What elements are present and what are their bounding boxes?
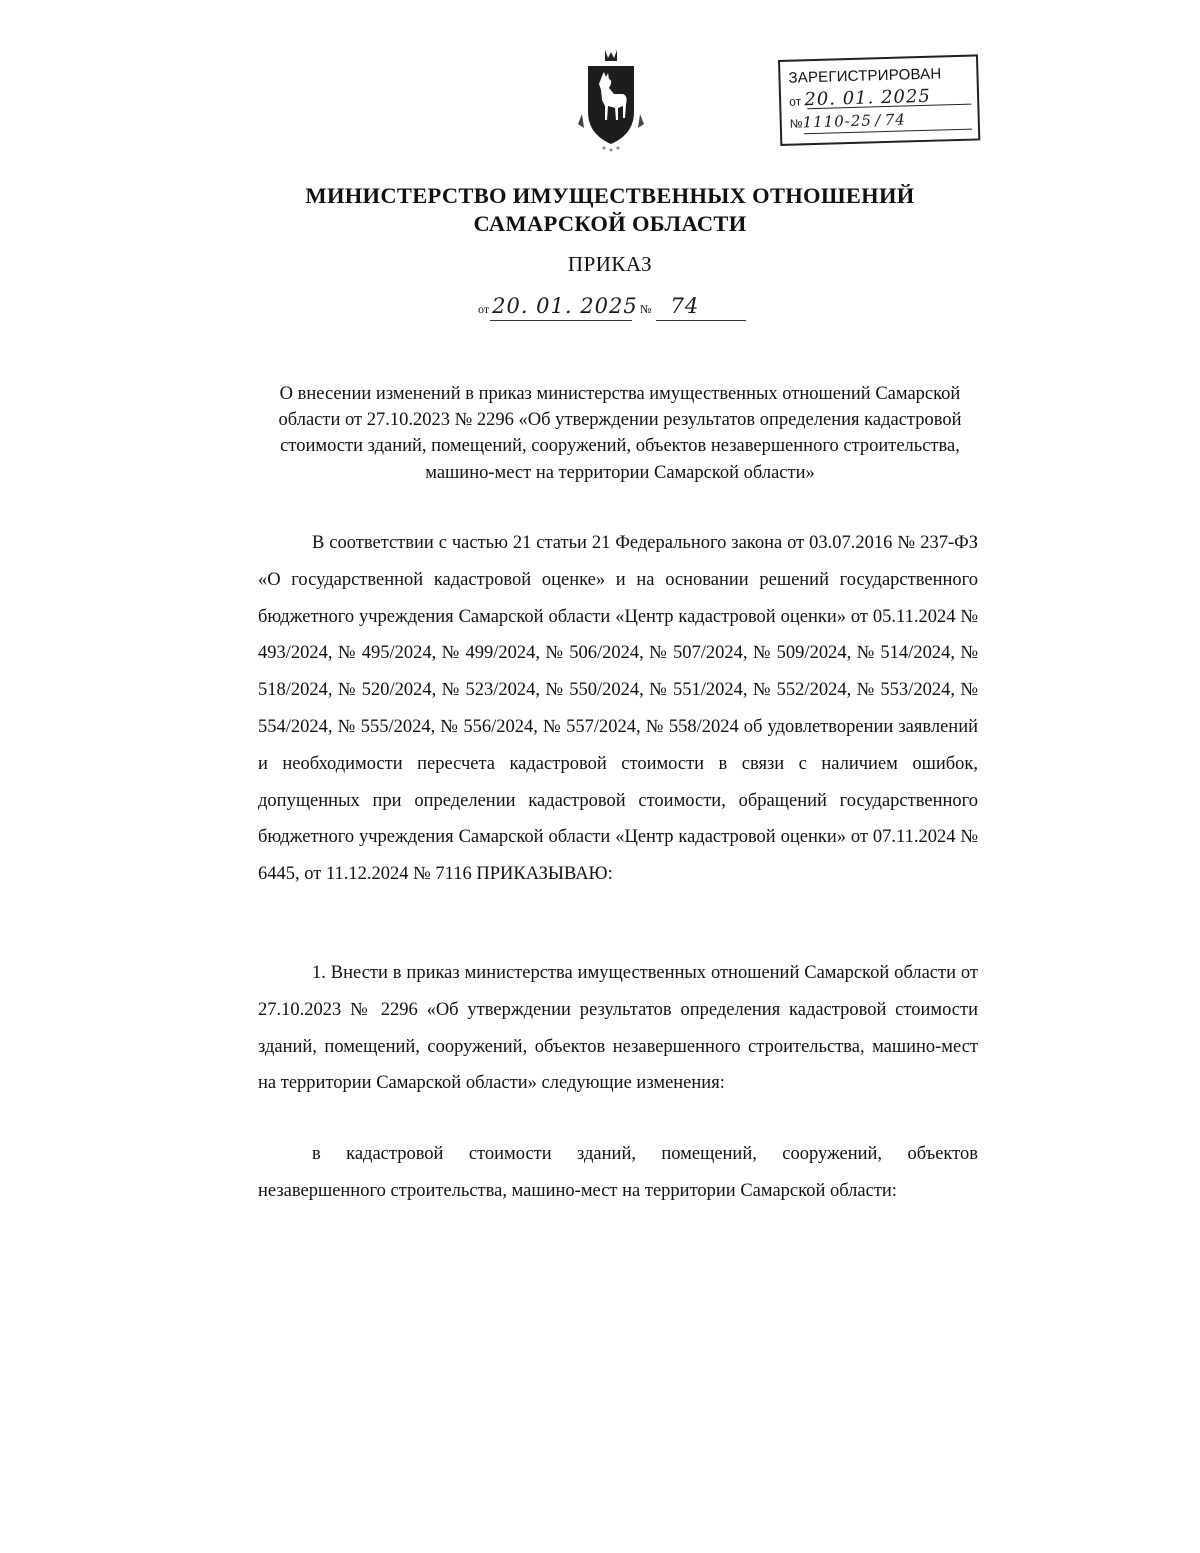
order-subject: О внесении изменений в приказ министерства имущественных отношений Самарской области от 27.10.2023 № 2296 «Об утверждении результатов определения кадастровой стоимости зданий, помещений, сооружений, объектов незавершенного строительства, машино-мест на территории Самарской области» bbox=[278, 384, 962, 483]
order-number-prefix: № bbox=[640, 302, 652, 316]
ministry-heading bbox=[230, 182, 990, 238]
stamp-title: ЗАРЕГИСТРИРОВАН bbox=[788, 65, 942, 87]
order-title: ПРИКАЗ bbox=[567, 252, 653, 276]
stamp-date-handwritten: 20. 01. 2025 bbox=[804, 85, 932, 111]
order-number-underline bbox=[656, 320, 746, 321]
stamp-number-row: №1110-25 / 74 bbox=[789, 110, 907, 132]
order-date-underline bbox=[490, 320, 632, 321]
stamp-number-handwritten: 1110-25 bbox=[802, 111, 873, 132]
stamp-number-suffix: 74 bbox=[884, 110, 907, 130]
body-paragraph-3: в кадастровой стоимости зданий, помещений, сооружений, объектов незавершенного строительства, машино-мест на территории Самарской области: bbox=[258, 1144, 978, 1201]
body-paragraph-2: 1. Внести в приказ министерства имущественных отношений Самарской области от 27.10.2023 № 2296 «Об утверждении результатов определения кадастровой стоимости зданий, помещений, сооружений, объектов незавершенного строительства, машино-мест на территории Самарской области» следующие изменения: bbox=[258, 963, 978, 1094]
order-number-handwritten: 74 bbox=[670, 294, 700, 318]
order-date-handwritten: 20. 01. 2025 bbox=[492, 294, 638, 318]
ministry-line-1: МИНИСТЕРСТВО ИМУЩЕСТВЕННЫХ ОТНОШЕНИЙ bbox=[305, 183, 915, 208]
ministry-line-2: САМАРСКОЙ ОБЛАСТИ bbox=[473, 211, 747, 236]
registration-stamp bbox=[778, 54, 980, 146]
order-date-row bbox=[478, 294, 638, 318]
stamp-date-prefix: от bbox=[788, 94, 802, 109]
coat-of-arms-emblem bbox=[568, 44, 654, 156]
order-date-prefix: от bbox=[478, 302, 490, 316]
body-paragraph-1: В соответствии с частью 21 статьи 21 Федерального закона от 03.07.2016 № 237-ФЗ «О государственной кадастровой оценке» и на основании решений государственного бюджетного учреждения Самарской области «Центр кадастровой оценки» от 05.11.2024 № 493/2024, № 495/2024, № 499/2024, № 506/2024, № 507/2024, № 509/2024, № 514/2024, № 518/2024, № 520/2024, № 523/2024, № 550/2024, № 551/2024, № 552/2024, № 553/2024, № 554/2024, № 555/2024, № 556/2024, № 557/2024, № 558/2024 об удовлетворении заявлений и необходимости пересчета кадастровой стоимости в связи с наличием ошибок, допущенных при определении кадастровой стоимости, обращений государственного бюджетного учреждения Самарской области «Центр кадастровой оценки» от 07.11.2024 № 6445, от 11.12.2024 № 7116 ПРИКАЗЫВАЮ: bbox=[258, 533, 978, 885]
stamp-number-prefix: № bbox=[789, 116, 803, 131]
order-number-row bbox=[640, 294, 699, 318]
